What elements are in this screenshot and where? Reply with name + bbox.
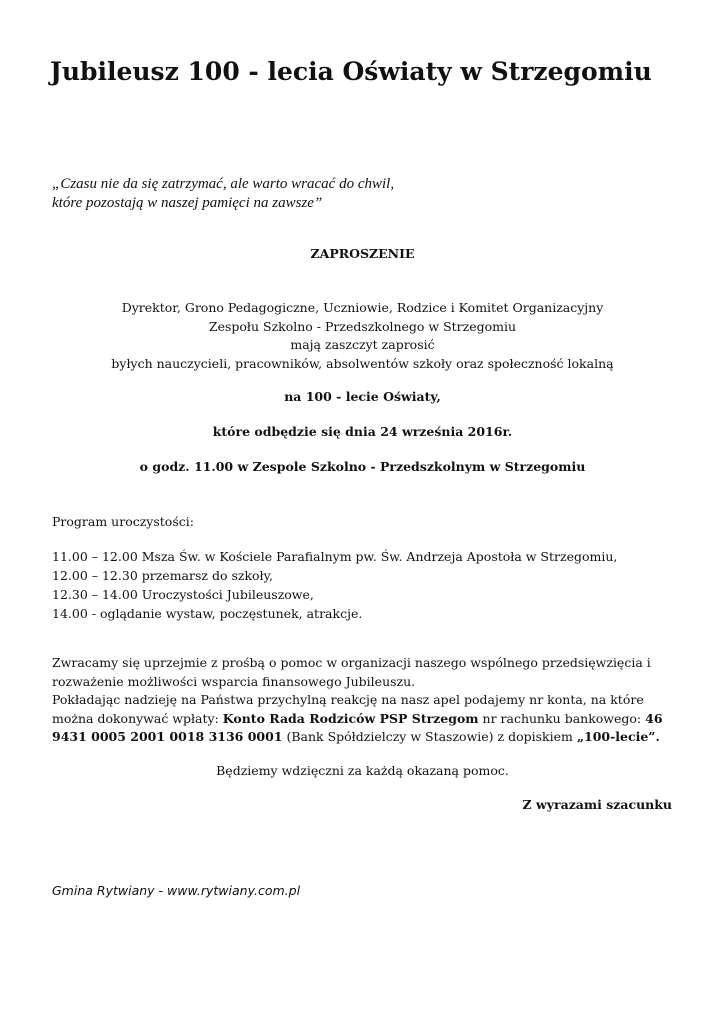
opening-quote <box>52 175 472 213</box>
invitation-line: Dyrektor, Grono Pedagogiczne, Uczniowie, Rodzice i Komitet Organizacyjny <box>121 300 604 315</box>
appeal-line: Pokładając nadzieję na Państwa przychylną reakcję na nasz apel podajemy nr konta, na które <box>52 692 644 707</box>
appeal-text: nr rachunku bankowego: <box>478 710 646 726</box>
bank-name: (Bank Spółdzielczy w Staszowie) z dopiskiem <box>282 729 577 744</box>
appeal-line: Zwracamy się uprzejmie z prośbą o pomoc w organizacji naszego wspólnego przedsięwzięcia i <box>52 655 651 670</box>
quote-line: „Czasu nie da się zatrzymać, ale warto wracać do chwil, <box>52 176 395 192</box>
appeal-line <box>52 728 672 747</box>
program-label: Program uroczystości: <box>52 514 194 529</box>
program-list <box>52 547 617 623</box>
quote-line: które pozostają w naszej pamięci na zawsze” <box>52 195 323 211</box>
account-number-start: 46 <box>645 710 663 726</box>
closing-signature: Z wyrazami szacunku <box>522 797 672 812</box>
account-number: 9431 0005 2001 0018 3136 0001 <box>52 729 283 744</box>
transfer-note: „100-lecie”. <box>576 729 660 744</box>
footer-source: Gmina Rytwiany - www.rytwiany.com.pl <box>52 883 301 898</box>
invitation-heading: ZAPROSZENIE <box>310 246 415 261</box>
appeal-line <box>52 710 672 729</box>
event-title: na 100 - lecie Oświaty, <box>284 389 441 404</box>
appeal-paragraph <box>52 654 672 747</box>
event-time-place: o godz. 11.00 w Zespole Szkolno - Przedszkolnym w Strzegomiu <box>139 459 586 474</box>
appeal-line: rozważenie możliwości wsparcia finansowego Jubileuszu. <box>52 673 416 689</box>
account-name: Konto Rada Rodziców PSP Strzegom <box>222 710 479 726</box>
invitation-line: mają zaszczyt zaprosić <box>290 337 435 352</box>
program-item: 11.00 – 12.00 Msza Św. w Kościele Parafialnym pw. Św. Andrzeja Apostoła w Strzegomiu, <box>52 549 618 564</box>
event-date: które odbędzie się dnia 24 września 2016r. <box>212 424 513 439</box>
program-item: 12.30 – 14.00 Uroczystości Jubileuszowe, <box>52 587 314 602</box>
invitation-line: Zespołu Szkolno - Przedszkolnego w Strzegomiu <box>208 318 517 334</box>
invitation-line: byłych nauczycieli, pracowników, absolwentów szkoły oraz społeczność lokalną <box>111 355 614 371</box>
invitation-body <box>0 299 725 373</box>
program-item: 14.00 - oglądanie wystaw, poczęstunek, atrakcje. <box>52 606 363 621</box>
page-title: Jubileusz 100 - lecia Oświaty w Strzegomiu <box>50 57 652 86</box>
thanks-line: Będziemy wdzięczni za każdą okazaną pomoc. <box>216 763 509 778</box>
appeal-text: można dokonywać wpłaty: <box>52 710 223 726</box>
program-item: 12.00 – 12.30 przemarsz do szkoły, <box>52 568 273 583</box>
